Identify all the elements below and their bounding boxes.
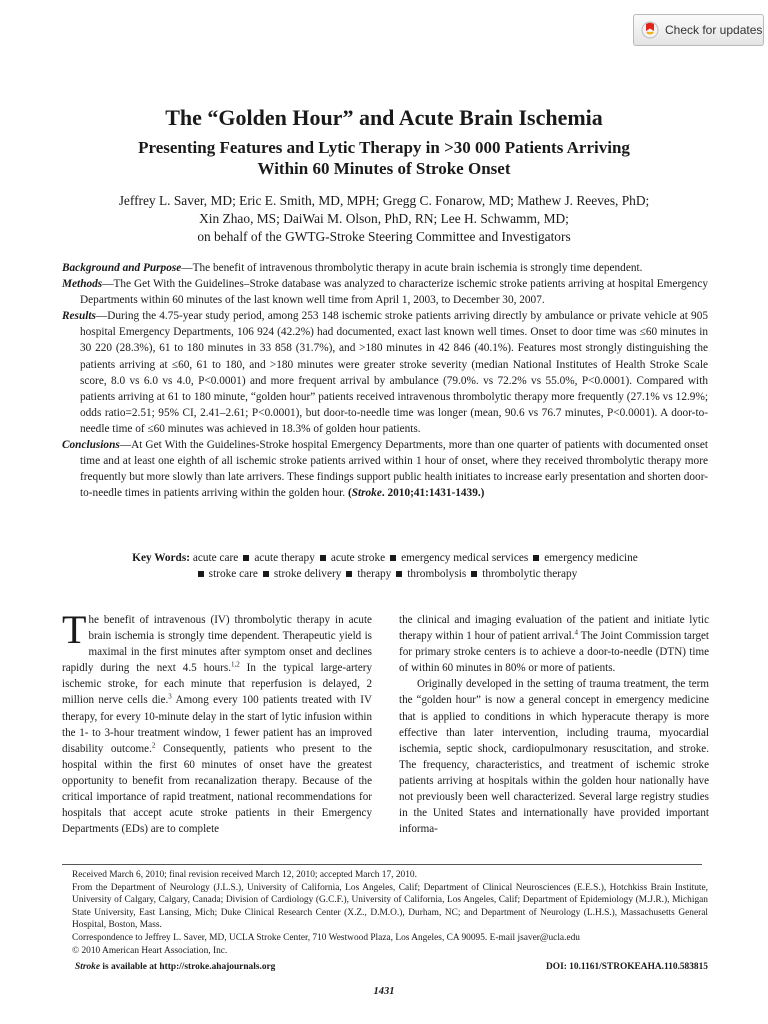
abstract-text: —At Get With the Guidelines-Stroke hospital Emergency Departments, more than one quarter of patients with documented onset time and at least one eighth of all ischemic stroke patients arrived within 1 hour of onset, where they received thrombolytic therapy more frequently but more slowly than late arrivers. These findings support public health initiates to increase early presentation and shorten door-to-needle times in patients arriving within the golden hour.: [80, 439, 708, 500]
reference-superscript: 4: [574, 628, 578, 637]
journal-availability: [75, 962, 275, 972]
keyword: acute therapy: [254, 552, 315, 564]
abstract-label: Results: [62, 310, 96, 323]
abstract-background: [62, 260, 708, 276]
body-column-left: [62, 607, 372, 837]
body-text: Among every 100 patients treated with IV therapy, for every 10-minute delay in the start of lytic infusion within the 1- to 3-hour treatment window, 1 fewer patient has an improved disability outcome.: [62, 694, 372, 755]
keyword: acute care: [192, 552, 239, 564]
square-bullet-icon: [263, 571, 269, 577]
check-for-updates-button[interactable]: [633, 14, 764, 46]
square-bullet-icon: [243, 555, 249, 561]
body-text: In the typical large-artery ischemic stroke, for each minute that reperfusion is delayed, 2 million nerve cells die.: [62, 662, 372, 707]
abstract-methods: [62, 276, 708, 308]
abstract-results: [62, 308, 708, 437]
square-bullet-icon: [533, 555, 539, 561]
footnote-copyright: © 2010 American Heart Association, Inc.: [72, 945, 228, 956]
abstract-label: Conclusions: [62, 439, 120, 452]
abstract-text: —The benefit of intravenous thrombolytic therapy in acute brain ischemia is strongly time dependent.: [181, 262, 643, 274]
keywords-label: Key Words:: [132, 552, 191, 564]
abstract-conclusions: [62, 437, 708, 501]
author-line: Jeffrey L. Saver, MD; Eric E. Smith, MD, MPH; Gregg C. Fonarow, MD; Mathew J. Reeves, PhD;: [118, 193, 650, 208]
keyword: acute stroke: [330, 552, 386, 564]
body-paragraph: Originally developed in the setting of trauma treatment, the term the “golden hour” is now a general concept in emergency medicine that is applied to conditions in which hyperacute therapy is more effective than later intervention, including trauma, myocardial ischemia, septic shock, cardiopulmonary resuscitation, and stroke. The frequency, characteristics, and treatment of ischemic stroke patients arriving at hospitals within the golden hour nationally have not previously been well characterized. Several large registry studies in the United States and internationally have provided important informa-: [399, 678, 709, 836]
square-bullet-icon: [346, 571, 352, 577]
article-subtitle: Presenting Features and Lytic Therapy in >30 000 Patients Arriving Within 60 Minutes of Stroke Onset: [138, 138, 630, 178]
abstract-text: —The Get With the Guidelines–Stroke database was analyzed to characterize ischemic stroke patients arriving at hospital Emergency Departments within 60 minutes of the last known well time from April 1, 2003, to December 30, 2007.: [80, 278, 708, 307]
footnote-divider: [62, 864, 702, 865]
square-bullet-icon: [320, 555, 326, 561]
check-updates-icon: [641, 21, 659, 39]
keyword: stroke delivery: [273, 568, 342, 580]
author-line: on behalf of the GWTG-Stroke Steering Committee and Investigators: [197, 229, 571, 244]
author-line: Xin Zhao, MS; DaiWai M. Olson, PhD, RN; Lee H. Schwamm, MD;: [199, 211, 569, 226]
check-for-updates-label: Check for updates: [665, 23, 763, 37]
reference-superscript: 2: [151, 741, 156, 750]
keyword: thrombolysis: [407, 568, 467, 580]
body-paragraph: [62, 607, 372, 837]
citation-open: (: [347, 487, 352, 500]
body-text: The Joint Commission target for primary stroke centers is to achieve a door-to-needle (DTN) time of within 60 minutes in 80% or more of patients.: [399, 630, 709, 675]
square-bullet-icon: [390, 555, 396, 561]
keywords: [62, 550, 708, 582]
keyword: therapy: [357, 568, 392, 580]
citation-journal: Stroke: [351, 487, 382, 500]
body-text: he benefit of intravenous (IV) thrombolytic therapy in acute brain ischemia is strongly time dependent. Therapeutic yield is maximal in the first minutes after symptom onset and declines rapidly during the next 4.5 hours.: [62, 614, 372, 675]
abstract-label: Methods: [62, 278, 103, 291]
footnote-received: Received March 6, 2010; final revision received March 12, 2010; accepted March 17, 2010.: [72, 870, 417, 880]
body-column-right: [399, 612, 709, 837]
journal-name: Stroke: [75, 962, 101, 972]
footnote-correspondence: Correspondence to Jeffrey L. Saver, MD, UCLA Stroke Center, 710 Westwood Plaza, Los Angeles, CA 90095. E-mail jsaver@ucla.edu: [72, 932, 580, 943]
body-paragraph: [399, 612, 709, 676]
square-bullet-icon: [198, 571, 204, 577]
abstract-label: Background and Purpose: [62, 262, 182, 274]
footnote-affiliations: From the Department of Neurology (J.L.S.), University of California, Los Angeles, Calif; Department of Clinical Neurosciences (E.E.S.), Hotchkiss Brain Institute, University of Calgary, Calgary, Canada; Division of Cardiology (G.C.F.), University of California, Los Angeles, Calif; Department of Epidemiology (M.J.R.), Michigan State University, East Lansing, Mich; Duke Clinical Research Center (X.Z., D.M.O.), Durham, NC; and Department of Neurology (L.H.S.), Massachusetts General Hospital, Boston, Mass.: [72, 882, 708, 931]
body-text: Consequently, patients who present to the hospital within the first 60 minutes of onset have the greatest opportunity to benefit from recanalization therapy. Because of the critical importance of rapid treatment, national recommendations for hospitals that accept acute stroke patients in their Emergency Departments (EDs) are to complete: [62, 742, 372, 836]
drop-cap: T: [62, 607, 87, 652]
footnotes: [62, 869, 708, 957]
abstract-text: —During the 4.75-year study period, among 253 148 ischemic stroke patients arriving directly by ambulance or private vehicle at 905 hospital Emergency Departments, 106 924 (42.2%) had documented, exact last known well times. Onset to door time was ≤60 minutes in 30 220 (28.3%), 61 to 180 minutes in 33 858 (31.7%), and >180 minutes in 42 846 (40.1%). Features most strongly distinguishing the patients arriving at ≤60, 61 to 180, and >180 minutes were greater stroke severity (median National Institutes of Health Stroke Scale score, 8.0 vs 6.0 vs 4.0, P<0.0001) and more frequent arrival by ambulance (79.0%. vs 72.2% vs 55.0%, P<0.0001). Compared with patients arriving at 61 to 180 minute, “golden hour” patients received intravenous thrombolytic therapy more frequently (27.1% vs 12.9%; odds ratio=2.51; 95% CI, 2.41–2.61; P<0.0001), but door-to-needle time was longer (mean, 90.6 vs 76.7 minutes, P<0.0001). A door-to-needle time of ≤60 minutes was achieved in 18.3% of golden hour patients.: [80, 310, 708, 435]
journal-url-text: is available at http://stroke.ahajournals.org: [100, 962, 276, 972]
reference-superscript: 3: [168, 692, 172, 701]
abstract: [62, 260, 708, 501]
doi: DOI: 10.1161/STROKEAHA.110.583815: [546, 962, 708, 972]
page-number: 1431: [373, 986, 395, 997]
keyword: emergency medicine: [544, 552, 638, 564]
square-bullet-icon: [471, 571, 477, 577]
article-title: The “Golden Hour” and Acute Brain Ischemia: [165, 105, 603, 130]
citation-rest: . 2010;41:1431-1439.): [381, 487, 485, 500]
body-text: the clinical and imaging evaluation of the patient and initiate lytic therapy within 1 hour of patient arrival.: [399, 614, 709, 643]
keyword: stroke care: [208, 568, 258, 580]
reference-superscript: 1,2: [231, 660, 240, 669]
author-list: [40, 192, 728, 246]
square-bullet-icon: [396, 571, 402, 577]
citation: [348, 487, 485, 499]
keyword: thrombolytic therapy: [482, 568, 578, 580]
keyword: emergency medical services: [401, 552, 529, 564]
